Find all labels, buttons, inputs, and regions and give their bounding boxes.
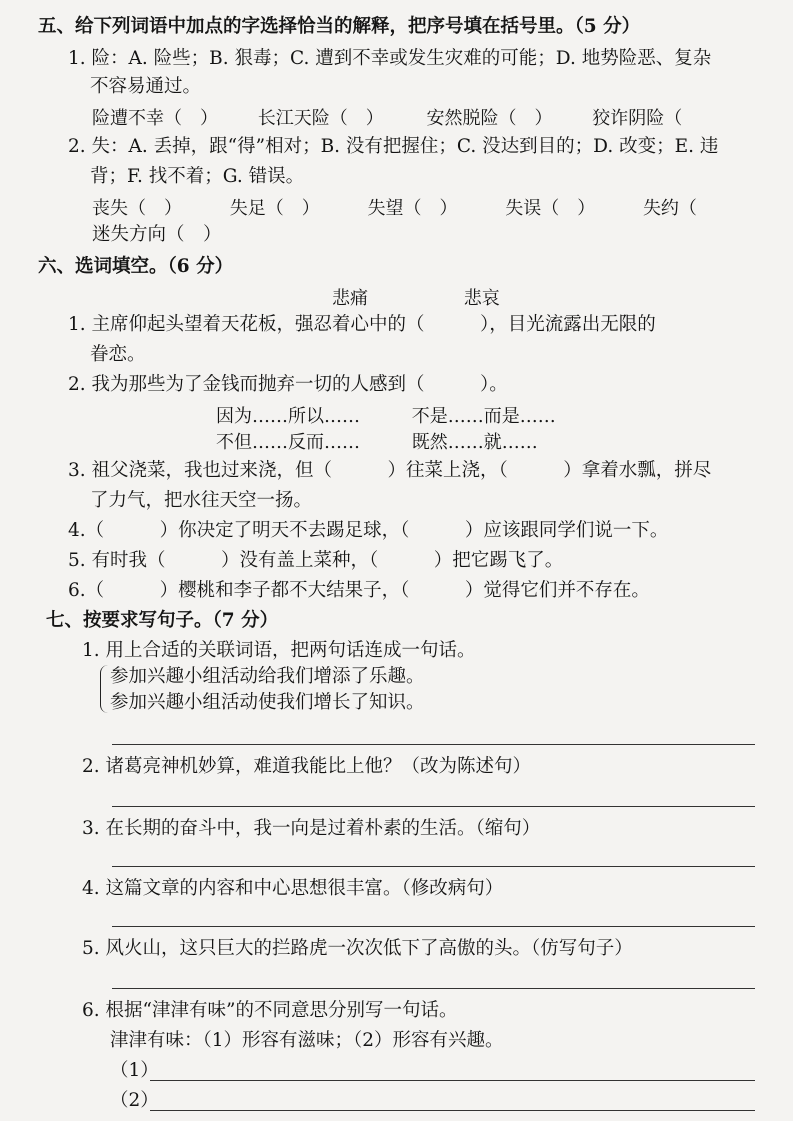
s7-q3: 3. 在长期的奋斗中，我一向是过着朴素的生活。（缩句） — [82, 818, 541, 839]
s5-q1-item-1[interactable]: 险遭不幸（ ） — [92, 108, 218, 129]
s6-conj-2: 不是……而是…… — [411, 406, 556, 427]
s6-q2[interactable]: 2. 我为那些为了金钱而抛弃一切的人感到（ ）。 — [68, 374, 508, 395]
s5-q1-item-2[interactable]: 长江天险（ ） — [257, 108, 384, 129]
s7-q6-b-label: （2） — [110, 1090, 159, 1111]
s7-q1-answer-line[interactable] — [112, 744, 755, 745]
s7-q6-a-label: （1） — [110, 1060, 159, 1081]
s7-q6-b-answer-line[interactable] — [150, 1110, 755, 1111]
s7-q6: 6. 根据“津津有味”的不同意思分别写一句话。 — [82, 1000, 458, 1021]
s7-q4: 4. 这篇文章的内容和中心思想很丰富。（修改病句） — [82, 878, 504, 899]
s5-q2-item-5[interactable]: 失约（ — [642, 198, 697, 219]
s6-conj-3: 不但……反而…… — [216, 432, 360, 453]
s7-q3-answer-line[interactable] — [112, 866, 755, 867]
s6-q5[interactable]: 5. 有时我（ ）没有盖上菜种，（ ）把它踢飞了。 — [68, 550, 564, 571]
s5-q1-items — [92, 104, 692, 130]
s7-q1-a: 参加兴趣小组活动给我们增添了乐趣。 — [110, 666, 425, 687]
s7-q5-answer-line[interactable] — [112, 988, 755, 989]
s6-q1-line1[interactable]: 1. 主席仰起头望着天花板，强忍着心中的（ ），目光流露出无限的 — [68, 314, 656, 335]
brace-icon — [100, 665, 109, 713]
s6-word-bank-2b — [216, 428, 538, 454]
section-6-header: 六、选词填空。（6 分） — [38, 256, 234, 277]
s7-q5: 5. 风火山，这只巨大的拦路虎一次次低下了高傲的头。（仿写句子） — [82, 938, 633, 959]
s7-q6-a-answer-line[interactable] — [150, 1080, 755, 1081]
s5-q2-item-3[interactable]: 失望（ ） — [367, 198, 458, 219]
s6-word-bank-1 — [332, 284, 500, 310]
s5-q1-item-4[interactable]: 狡诈阴险（ — [592, 108, 683, 129]
s6-conj-1: 因为……所以…… — [216, 406, 360, 427]
s5-q2-line1: 2. 失：A. 丢掉，跟“得”相对；B. 没有把握住；C. 没达到目的；D. 改变；E. 违 — [68, 136, 719, 157]
s5-q2-item-1[interactable]: 丧失（ ） — [92, 198, 182, 219]
s7-q1: 1. 用上合适的关联词语，把两句话连成一句话。 — [82, 640, 476, 661]
s5-q2-items — [92, 194, 713, 220]
s7-q6-definition: 津津有味：（1）形容有滋味；（2）形容有兴趣。 — [110, 1030, 504, 1051]
s5-q1-line2: 不容易通过。 — [90, 76, 202, 97]
s7-q1-b: 参加兴趣小组活动使我们增长了知识。 — [110, 692, 425, 713]
section-7-header: 七、按要求写句子。（7 分） — [46, 610, 279, 631]
s5-q2-line2: 背；F. 找不着；G. 错误。 — [90, 166, 305, 187]
s6-q4[interactable]: 4.（ ）你决定了明天不去踢足球，（ ）应该跟同学们说一下。 — [68, 520, 669, 541]
s6-q1-line2: 眷恋。 — [90, 344, 146, 365]
s5-q1-item-3[interactable]: 安然脱险（ ） — [426, 108, 553, 129]
s6-conj-4: 既然……就…… — [411, 432, 538, 453]
s5-q1-line1: 1. 险：A. 险些；B. 狠毒；C. 遭到不幸或发生灾难的可能；D. 地势险恶、复杂 — [68, 48, 712, 69]
s5-q2-item-4[interactable]: 失误（ ） — [505, 198, 596, 219]
s6-word-2: 悲哀 — [463, 288, 500, 309]
s7-q2-answer-line[interactable] — [112, 806, 755, 807]
s6-word-1: 悲痛 — [332, 288, 368, 309]
section-5-header: 五、给下列词语中加点的字选择恰当的解释，把序号填在括号里。（5 分） — [38, 16, 641, 37]
s7-q4-answer-line[interactable] — [112, 926, 755, 927]
s6-word-bank-2a — [216, 402, 556, 428]
s6-q3-line2: 了力气，把水往天空一扬。 — [90, 490, 313, 511]
s5-q2-item-2[interactable]: 失足（ ） — [229, 198, 320, 219]
s6-q3-line1[interactable]: 3. 祖父浇菜，我也过来浇，但（ ）往菜上浇，（ ）拿着水瓢，拼尽 — [68, 460, 712, 481]
s5-q2-item-6[interactable]: 迷失方向（ ） — [92, 224, 222, 245]
s7-q2: 2. 诸葛亮神机妙算，难道我能比上他？（改为陈述句） — [82, 756, 532, 777]
s6-q6[interactable]: 6.（ ）樱桃和李子都不大结果子，（ ）觉得它们并不存在。 — [68, 580, 650, 601]
